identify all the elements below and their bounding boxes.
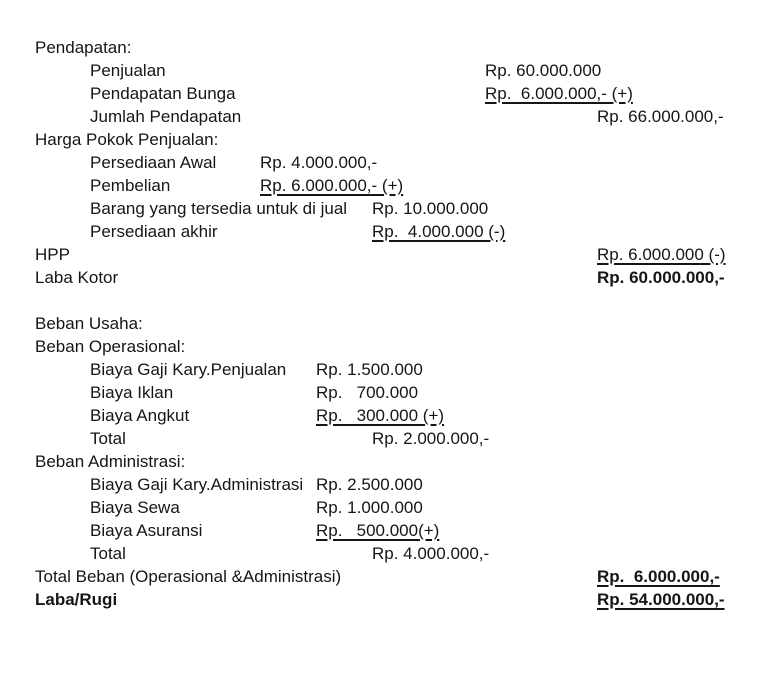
document-line-pendapatan [0,36,768,59]
document-line-harga-pokok-penjualan [0,128,768,151]
document-line-biaya-iklan [0,381,768,404]
line-label: Penjualan [90,61,166,80]
amount-value: Rp. 54.000.000,- [597,590,725,609]
document-line-beban-usaha [0,312,768,335]
amount-value: Rp. 6.000.000,- [597,567,720,586]
line-label: Beban Administrasi: [35,452,186,471]
document-line-total-beban-operasional-administrasi [0,565,768,588]
income-statement-document [0,36,768,611]
line-label: Pendapatan: [35,38,132,57]
line-label: Total [90,544,126,563]
line-label: Biaya Gaji Kary.Penjualan [90,360,287,379]
line-label: Laba Kotor [35,268,119,287]
line-label: Pendapatan Bunga [90,84,236,103]
line-label: Biaya Asuransi [90,521,203,540]
document-line-beban-administrasi [0,450,768,473]
amount-value: Rp. 6.000.000,- (+) [260,176,404,195]
amount-value: Rp. 1.000.000 [316,498,423,517]
amount-value: Rp. 300.000 (+) [316,406,445,425]
amount-value: Rp. 60.000.000,- [597,268,725,287]
document-line-pendapatan-bunga [0,82,768,105]
line-label: Biaya Sewa [90,498,180,517]
amount-value: Rp. 4.000.000,- [372,544,490,563]
document-line-hpp [0,243,768,266]
document-line-jumlah-pendapatan [0,105,768,128]
amount-value: Rp. 2.000.000,- [372,429,490,448]
document-line-laba-rugi [0,588,768,611]
document-line-biaya-gaji-kary-penjualan [0,358,768,381]
document-line-total [0,427,768,450]
line-label: Barang yang tersedia untuk di jual [90,199,348,218]
amount-value: Rp. 6.000.000 (-) [597,245,726,264]
amount-value: Rp. 6.000.000,- (+) [485,84,633,103]
line-label: HPP [35,245,70,264]
blank-line [0,289,768,312]
document-line-beban-operasional [0,335,768,358]
line-label: Persediaan akhir [90,222,218,241]
document-line-barang-yang-tersedia-untuk-di-jual [0,197,768,220]
document-line-pembelian [0,174,768,197]
amount-value: Rp. 1.500.000 [316,360,423,379]
line-label: Biaya Iklan [90,383,174,402]
amount-value: Rp. 60.000.000 [485,61,602,80]
line-label: Harga Pokok Penjualan: [35,130,219,149]
document-line-penjualan [0,59,768,82]
line-label: Pembelian [90,176,171,195]
document-line-total [0,542,768,565]
document-line-laba-kotor [0,266,768,289]
amount-value: Rp. 4.000.000 (-) [372,222,506,241]
document-line-biaya-sewa [0,496,768,519]
line-label: Total [90,429,126,448]
amount-value: Rp. 500.000(+) [316,521,440,540]
line-label: Beban Usaha: [35,314,143,333]
amount-value: Rp. 66.000.000,- [597,107,724,126]
line-label: Jumlah Pendapatan [90,107,242,126]
document-line-biaya-angkut [0,404,768,427]
amount-value: Rp. 700.000 [316,383,419,402]
line-label: Laba/Rugi [35,590,118,609]
document-line-persediaan-awal [0,151,768,174]
amount-value: Rp. 4.000.000,- [260,153,378,172]
amount-value: Rp. 10.000.000 [372,199,489,218]
document-line-biaya-asuransi [0,519,768,542]
document-line-biaya-gaji-kary-administrasi [0,473,768,496]
line-label: Beban Operasional: [35,337,186,356]
line-label: Biaya Angkut [90,406,190,425]
amount-value: Rp. 2.500.000 [316,475,423,494]
document-line-persediaan-akhir [0,220,768,243]
line-label: Persediaan Awal [90,153,217,172]
line-label: Total Beban (Operasional &Administrasi) [35,567,342,586]
line-label: Biaya Gaji Kary.Administrasi [90,475,304,494]
